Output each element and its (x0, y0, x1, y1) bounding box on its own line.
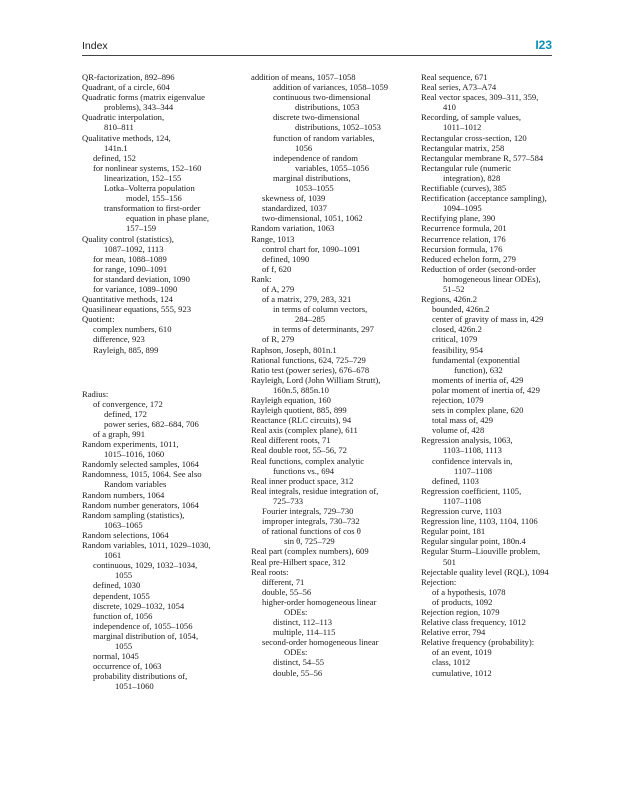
index-entry: Recording, of sample values, (421, 112, 521, 123)
index-entry: 1055 (115, 570, 133, 581)
index-entry: Real functions, complex analytic (251, 455, 365, 466)
index-entry: Rayleigh, Lord (John William Strutt), (251, 374, 381, 385)
index-entry: Random variables (104, 479, 167, 490)
index-entry: Real double root, 55–56, 72 (251, 445, 347, 456)
index-entry: class, 1012 (432, 657, 471, 668)
index-entry: Rayleigh, 885, 899 (93, 344, 159, 355)
index-entry: sets in complex plane, 620 (432, 405, 524, 416)
index-entry: feasibility, 954 (432, 344, 483, 355)
index-entry: Rectifying plane, 390 (421, 213, 496, 224)
index-entry: integration), 828 (443, 172, 501, 183)
index-entry: of rational functions of cos θ (262, 526, 361, 537)
index-entry: Qualitative methods, 124, (82, 132, 171, 143)
index-entry: Regular point, 181 (421, 526, 486, 537)
index-entry: in terms of column vectors, (273, 304, 368, 315)
index-entry: closed, 426n.2 (432, 324, 482, 335)
index-entry: Recurrence relation, 176 (421, 233, 506, 244)
index-entry: Rejection: (421, 576, 457, 587)
index-entry: 51–52 (443, 283, 465, 294)
index-entry: Rectification (acceptance sampling), (421, 193, 547, 204)
index-entry: power series, 682–684, 706 (104, 418, 199, 429)
index-entry: 1094–1095 (443, 203, 482, 214)
index-entry: Real inner product space, 312 (251, 475, 354, 486)
index-entry: Reduced echelon form, 279 (421, 253, 516, 264)
index-entry: discrete two-dimensional (273, 112, 360, 123)
index-entry: Rank: (251, 273, 272, 284)
index-entry: 410 (443, 102, 456, 113)
index-entry: Reactance (RLC circuits), 94 (251, 415, 352, 426)
running-head-title: Index (82, 40, 108, 52)
index-entry: Regression curve, 1103 (421, 506, 502, 517)
index-entry: Randomly selected samples, 1064 (82, 459, 199, 470)
index-entry: equation in phase plane, (126, 213, 210, 224)
index-entry: Rectifiable (curves), 385 (421, 183, 507, 194)
index-entry: Real different roots, 71 (251, 435, 331, 446)
index-entry: 1015–1016, 1060 (104, 449, 165, 460)
index-entry: 810–811 (104, 122, 134, 133)
index-entry: probability distributions of, (93, 671, 188, 682)
index-entry: Relative error, 794 (421, 627, 486, 638)
index-entry: two-dimensional, 1051, 1062 (262, 213, 363, 224)
index-entry: 1063–1065 (104, 519, 143, 530)
index-entry: Raphson, Joseph, 801n.1 (251, 344, 337, 355)
index-entry: Rectangular matrix, 258 (421, 142, 505, 153)
index-column-1 (82, 72, 252, 691)
index-entry: continuous two-dimensional (273, 92, 371, 103)
index-entry: transformation to first-order (104, 203, 201, 214)
index-entry: Random experiments, 1011, (82, 439, 179, 450)
index-entry: distributions, 1052–1053 (295, 122, 381, 133)
index-entry: Quadratic interpolation, (82, 112, 165, 123)
index-entry: different, 71 (262, 576, 305, 587)
index-entry: continuous, 1029, 1032–1034, (93, 560, 198, 571)
index-entry: Rectangular cross-section, 120 (421, 132, 527, 143)
index-entry: Rectangular rule (numeric (421, 162, 512, 173)
index-entry: Real roots: (251, 566, 289, 577)
index-entry: discrete, 1029–1032, 1054 (93, 600, 185, 611)
index-entry: Regions, 426n.2 (421, 294, 478, 305)
index-entry: for nonlinear systems, 152–160 (93, 162, 202, 173)
index-entry: model, 155–156 (126, 193, 182, 204)
index-entry: of a matrix, 279, 283, 321 (262, 294, 352, 305)
index-entry: Quasilinear equations, 555, 923 (82, 304, 192, 315)
index-entry: for mean, 1088–1089 (93, 253, 167, 264)
index-entry: moments of inertia of, 429 (432, 374, 524, 385)
index-entry: Quotient: (82, 314, 115, 325)
index-entry: Rectangular membrane R, 577–584 (421, 152, 544, 163)
index-entry: 501 (443, 556, 456, 567)
index-entry: Regression coefficient, 1105, (421, 485, 522, 496)
index-entry: defined, 1090 (262, 253, 310, 264)
index-entry: sin θ, 725–729 (284, 536, 335, 547)
index-entry: Random number generators, 1064 (82, 499, 199, 510)
index-entry: volume of, 428 (432, 425, 485, 436)
index-entry: Rayleigh equation, 160 (251, 395, 331, 405)
index-entry: 1011–1012 (443, 122, 482, 133)
index-entry: 157–159 (126, 223, 157, 234)
index-entry: standardized, 1037 (262, 203, 327, 214)
index-entry: critical, 1079 (432, 334, 478, 345)
index-entry: Regression analysis, 1063, (421, 435, 513, 446)
index-entry: complex numbers, 610 (93, 324, 172, 335)
index-entry: in terms of determinants, 297 (273, 324, 374, 335)
index-entry: Range, 1013 (251, 233, 295, 244)
index-entry: 284–285 (295, 314, 326, 325)
index-entry: 1055 (115, 640, 133, 651)
index-entry: Recursion formula, 176 (421, 243, 503, 254)
index-entry: 1107–1108 (443, 495, 482, 506)
index-entry: fundamental (exponential (432, 354, 521, 365)
index-entry: higher-order homogeneous linear (262, 596, 377, 607)
letter-group-gap (82, 355, 252, 389)
index-entry: 725–733 (273, 495, 304, 506)
header-rule (82, 55, 552, 56)
index-entry: occurrence of, 1063 (93, 661, 162, 672)
index-entry: Real sequence, 671 (421, 72, 488, 82)
index-entry: distinct, 54–55 (273, 657, 325, 668)
index-entry: defined, 172 (104, 408, 147, 419)
index-entry: defined, 152 (93, 152, 136, 163)
index-entry: of a hypothesis, 1078 (432, 586, 506, 597)
index-entry: Random variables, 1011, 1029–1030, (82, 540, 211, 551)
index-entry: ODEs: (284, 647, 308, 658)
index-entry: second-order homogeneous linear (262, 637, 379, 648)
index-column-2 (251, 72, 421, 678)
index-entry: polar moment of inertia of, 429 (432, 384, 540, 395)
index-entry: Radius: (82, 388, 109, 399)
index-entry: function of, 1056 (93, 610, 153, 621)
index-entry: for variance, 1089–1090 (93, 283, 178, 294)
index-entry: 1103–1108, 1113 (443, 445, 502, 456)
index-entry: Quality control (statistics), (82, 233, 174, 244)
index-entry: of products, 1092 (432, 596, 493, 607)
index-entry: double, 55–56 (273, 667, 323, 678)
index-entry: Random variation, 1063 (251, 223, 335, 234)
index-entry: 141n.1 (104, 142, 128, 153)
index-entry: 1051–1060 (115, 681, 154, 692)
index-entry: addition of variances, 1058–1059 (273, 82, 389, 93)
index-entry: 1061 (104, 550, 122, 561)
index-entry: difference, 923 (93, 334, 145, 345)
index-entry: independence of, 1055–1056 (93, 620, 193, 631)
index-entry: Quadratic forms (matrix eigenvalue (82, 92, 205, 103)
index-entry: cumulative, 1012 (432, 667, 492, 678)
index-entry: Random sampling (statistics), (82, 509, 185, 520)
index-entry: Real part (complex numbers), 609 (251, 546, 369, 557)
index-entry: 1107–1108 (454, 465, 493, 476)
index-entry: Quantitative methods, 124 (82, 294, 173, 305)
index-entry: total mass of, 429 (432, 415, 494, 426)
index-entry: double, 55–56 (262, 586, 312, 597)
index-entry: Quadrant, of a circle, 604 (82, 82, 170, 93)
index-column-3 (421, 72, 591, 678)
index-entry: marginal distributions, (273, 172, 351, 183)
index-entry: Real axis (complex plane), 611 (251, 425, 358, 436)
index-entry: 1053–1055 (295, 183, 334, 194)
index-entry: rejection, 1079 (432, 395, 484, 405)
index-entry: for range, 1090–1091 (93, 263, 168, 274)
index-entry: Ratio test (power series), 676–678 (251, 364, 370, 375)
index-entry: problems), 343–344 (104, 102, 174, 113)
index-entry: function), 632 (454, 364, 503, 375)
page-number: I23 (535, 38, 552, 52)
index-entry: of A, 279 (262, 283, 295, 294)
index-entry: Reduction of order (second-order (421, 263, 536, 274)
index-entry: distinct, 112–113 (273, 617, 333, 628)
index-entry: normal, 1045 (93, 651, 139, 662)
index-entry: Random numbers, 1064 (82, 489, 165, 500)
index-entry: Relative class frequency, 1012 (421, 617, 526, 628)
index-entry: homogeneous linear ODEs), (443, 273, 541, 284)
index-entry: Rejectable quality level (RQL), 1094 (421, 566, 549, 577)
index-entry: Rayleigh quotient, 885, 899 (251, 405, 347, 416)
index-entry: multiple, 114–115 (273, 627, 336, 638)
index-entry: 1056 (295, 142, 313, 153)
index-entry: Real series, A73–A74 (421, 82, 497, 93)
index-entry: confidence intervals in, (432, 455, 513, 466)
index-entry: skewness of, 1039 (262, 193, 326, 204)
index-entry: Randomness, 1015, 1064. See also (82, 469, 202, 480)
index-entry: control chart for, 1090–1091 (262, 243, 361, 254)
index-entry: Random selections, 1064 (82, 529, 169, 540)
index-entry: addition of means, 1057–1058 (251, 72, 356, 82)
index-entry: improper integrals, 730–732 (262, 516, 360, 527)
index-entry: Regular Sturm–Liouville problem, (421, 546, 541, 557)
index-entry: function of random variables, (273, 132, 375, 143)
index-entry: defined, 1103 (432, 475, 479, 486)
index-entry: for standard deviation, 1090 (93, 273, 190, 284)
index-entry: independence of random (273, 152, 358, 163)
index-entry: of a graph, 991 (93, 429, 146, 439)
index-entry: Lotka–Volterra population (104, 183, 195, 194)
index-entry: distributions, 1053 (295, 102, 360, 113)
index-entry: ODEs: (284, 606, 308, 617)
index-entry: Relative frequency (probability): (421, 637, 535, 648)
index-entry: dependent, 1055 (93, 590, 150, 601)
index-entry: variables, 1055–1056 (295, 162, 369, 173)
index-entry: Regular singular point, 180n.4 (421, 536, 526, 547)
index-entry: linearization, 152–155 (104, 172, 182, 183)
index-entry: 1087–1092, 1113 (104, 243, 164, 254)
index-entry: Real pre-Hilbert space, 312 (251, 556, 346, 567)
index-entry: Recurrence formula, 201 (421, 223, 507, 234)
index-entry: bounded, 426n.2 (432, 304, 490, 315)
index-entry: marginal distribution of, 1054, (93, 630, 199, 641)
index-entry: functions vs., 694 (273, 465, 335, 476)
index-entry: of an event, 1019 (432, 647, 492, 658)
index-entry: QR-factorization, 892–896 (82, 72, 175, 82)
index-entry: Real vector spaces, 309–311, 359, (421, 92, 539, 103)
index-entry: defined, 1030 (93, 580, 141, 591)
index-entry: Fourier integrals, 729–730 (262, 506, 354, 517)
index-entry: Rejection region, 1079 (421, 606, 500, 617)
index-entry: center of gravity of mass in, 429 (432, 314, 544, 325)
index-entry: Real integrals, residue integration of, (251, 485, 379, 496)
index-entry: Regression line, 1103, 1104, 1106 (421, 516, 538, 527)
index-entry: of convergence, 172 (93, 398, 163, 409)
index-entry: of f, 620 (262, 263, 292, 274)
index-entry: Rational functions, 624, 725–729 (251, 354, 366, 365)
index-entry: of R, 279 (262, 334, 295, 345)
index-entry: 160n.5, 885n.10 (273, 384, 329, 395)
